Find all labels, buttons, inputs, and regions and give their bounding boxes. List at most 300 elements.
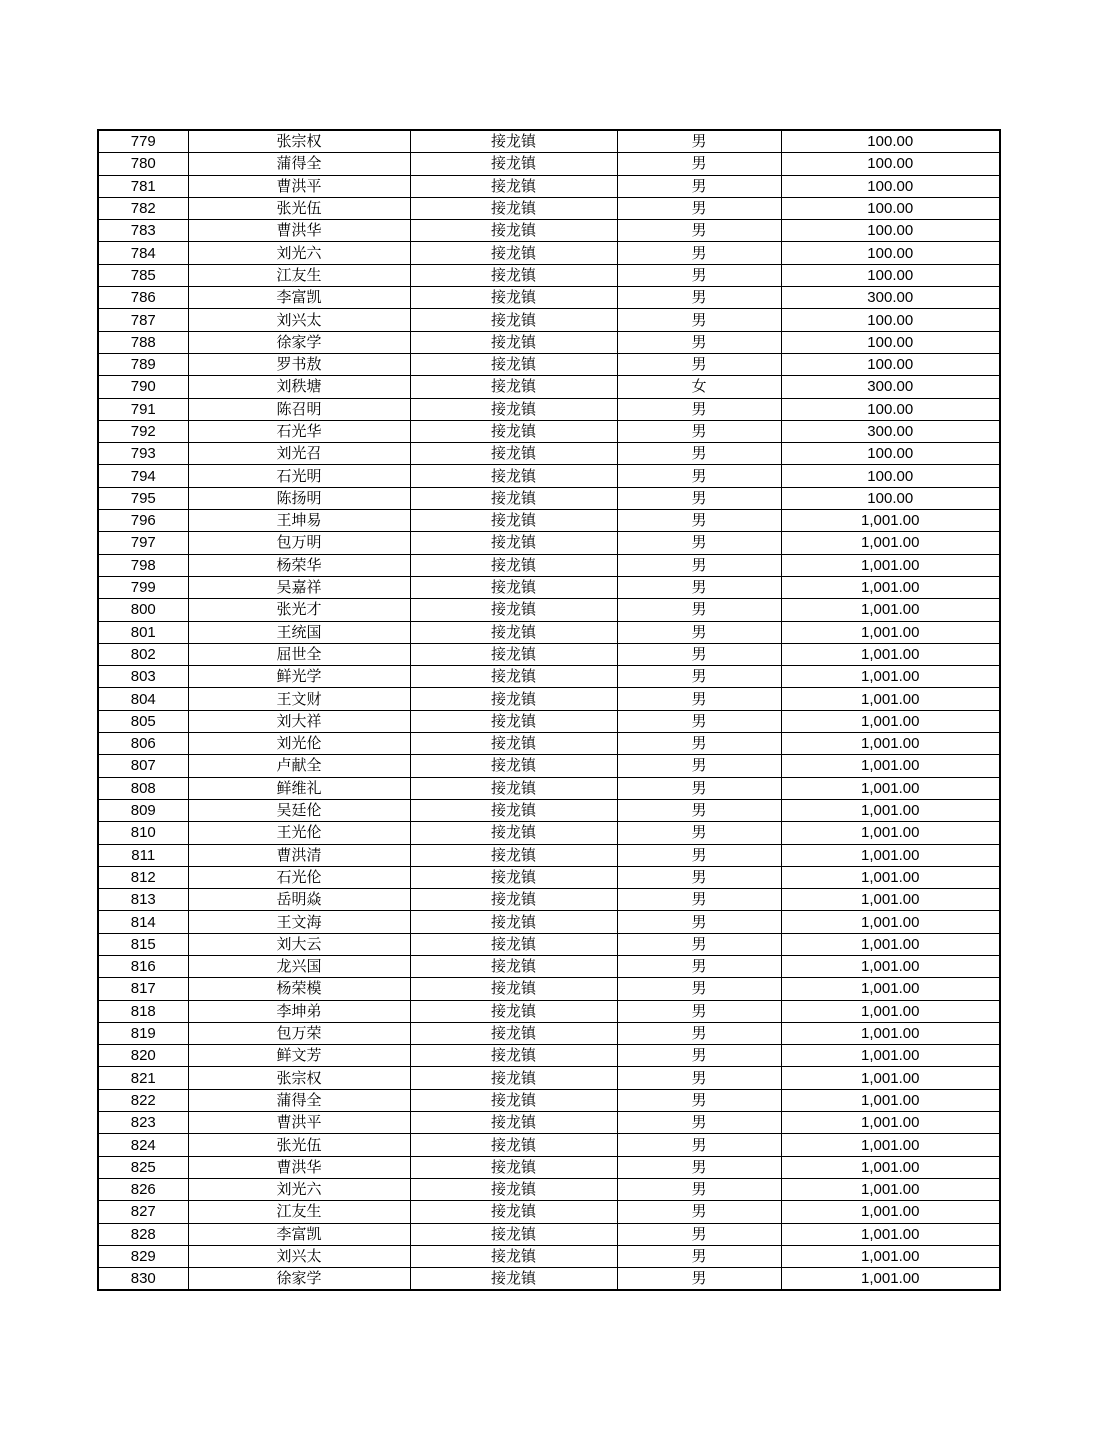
row-number-cell: 805 bbox=[98, 710, 188, 732]
town-cell: 接龙镇 bbox=[410, 844, 617, 866]
amount-cell: 1,001.00 bbox=[781, 866, 1000, 888]
name-cell: 曹洪平 bbox=[188, 1112, 410, 1134]
table-row bbox=[98, 1112, 1000, 1134]
name-cell: 刘光六 bbox=[188, 242, 410, 264]
name-cell: 张宗权 bbox=[188, 1067, 410, 1089]
name-cell: 王统国 bbox=[188, 621, 410, 643]
name-cell: 石光华 bbox=[188, 420, 410, 442]
name-cell: 杨荣华 bbox=[188, 554, 410, 576]
town-cell: 接龙镇 bbox=[410, 799, 617, 821]
row-number-cell: 819 bbox=[98, 1022, 188, 1044]
table-row bbox=[98, 733, 1000, 755]
town-cell: 接龙镇 bbox=[410, 1067, 617, 1089]
amount-cell: 100.00 bbox=[781, 331, 1000, 353]
row-number-cell: 802 bbox=[98, 643, 188, 665]
name-cell: 刘光六 bbox=[188, 1178, 410, 1200]
table-row bbox=[98, 710, 1000, 732]
document-sheet bbox=[97, 129, 999, 1291]
row-number-cell: 797 bbox=[98, 532, 188, 554]
table-row bbox=[98, 1067, 1000, 1089]
subsidy-table bbox=[97, 129, 1001, 1291]
amount-cell: 100.00 bbox=[781, 197, 1000, 219]
town-cell: 接龙镇 bbox=[410, 554, 617, 576]
gender-cell: 男 bbox=[617, 777, 781, 799]
gender-cell: 男 bbox=[617, 287, 781, 309]
amount-cell: 1,001.00 bbox=[781, 777, 1000, 799]
amount-cell: 1,001.00 bbox=[781, 911, 1000, 933]
table-row bbox=[98, 1022, 1000, 1044]
name-cell: 张光伍 bbox=[188, 1134, 410, 1156]
town-cell: 接龙镇 bbox=[410, 443, 617, 465]
amount-cell: 1,001.00 bbox=[781, 710, 1000, 732]
table-row bbox=[98, 933, 1000, 955]
table-row bbox=[98, 197, 1000, 219]
row-number-cell: 799 bbox=[98, 576, 188, 598]
amount-cell: 1,001.00 bbox=[781, 1156, 1000, 1178]
row-number-cell: 829 bbox=[98, 1245, 188, 1267]
town-cell: 接龙镇 bbox=[410, 153, 617, 175]
amount-cell: 100.00 bbox=[781, 309, 1000, 331]
amount-cell: 1,001.00 bbox=[781, 1112, 1000, 1134]
town-cell: 接龙镇 bbox=[410, 1223, 617, 1245]
town-cell: 接龙镇 bbox=[410, 532, 617, 554]
table-row bbox=[98, 532, 1000, 554]
name-cell: 岳明焱 bbox=[188, 889, 410, 911]
name-cell: 鲜文芳 bbox=[188, 1045, 410, 1067]
town-cell: 接龙镇 bbox=[410, 242, 617, 264]
name-cell: 曹洪平 bbox=[188, 175, 410, 197]
town-cell: 接龙镇 bbox=[410, 487, 617, 509]
name-cell: 刘兴太 bbox=[188, 1245, 410, 1267]
amount-cell: 100.00 bbox=[781, 465, 1000, 487]
gender-cell: 男 bbox=[617, 443, 781, 465]
town-cell: 接龙镇 bbox=[410, 309, 617, 331]
gender-cell: 男 bbox=[617, 331, 781, 353]
name-cell: 王坤易 bbox=[188, 510, 410, 532]
row-number-cell: 811 bbox=[98, 844, 188, 866]
gender-cell: 男 bbox=[617, 710, 781, 732]
row-number-cell: 795 bbox=[98, 487, 188, 509]
row-number-cell: 781 bbox=[98, 175, 188, 197]
name-cell: 王光伦 bbox=[188, 822, 410, 844]
row-number-cell: 807 bbox=[98, 755, 188, 777]
table-row bbox=[98, 1000, 1000, 1022]
gender-cell: 男 bbox=[617, 1045, 781, 1067]
amount-cell: 1,001.00 bbox=[781, 955, 1000, 977]
table-row bbox=[98, 755, 1000, 777]
name-cell: 卢献全 bbox=[188, 755, 410, 777]
amount-cell: 1,001.00 bbox=[781, 532, 1000, 554]
gender-cell: 男 bbox=[617, 1089, 781, 1111]
amount-cell: 1,001.00 bbox=[781, 889, 1000, 911]
gender-cell: 男 bbox=[617, 242, 781, 264]
amount-cell: 1,001.00 bbox=[781, 621, 1000, 643]
town-cell: 接龙镇 bbox=[410, 287, 617, 309]
amount-cell: 1,001.00 bbox=[781, 510, 1000, 532]
table-row bbox=[98, 688, 1000, 710]
table-row bbox=[98, 599, 1000, 621]
gender-cell: 男 bbox=[617, 153, 781, 175]
row-number-cell: 813 bbox=[98, 889, 188, 911]
town-cell: 接龙镇 bbox=[410, 1045, 617, 1067]
table-row bbox=[98, 242, 1000, 264]
town-cell: 接龙镇 bbox=[410, 666, 617, 688]
name-cell: 吴嘉祥 bbox=[188, 576, 410, 598]
table-row bbox=[98, 844, 1000, 866]
row-number-cell: 816 bbox=[98, 955, 188, 977]
table-row bbox=[98, 866, 1000, 888]
gender-cell: 男 bbox=[617, 1178, 781, 1200]
name-cell: 包万荣 bbox=[188, 1022, 410, 1044]
town-cell: 接龙镇 bbox=[410, 1089, 617, 1111]
town-cell: 接龙镇 bbox=[410, 911, 617, 933]
town-cell: 接龙镇 bbox=[410, 733, 617, 755]
table-row bbox=[98, 822, 1000, 844]
table-row bbox=[98, 510, 1000, 532]
gender-cell: 男 bbox=[617, 576, 781, 598]
table-row bbox=[98, 666, 1000, 688]
gender-cell: 男 bbox=[617, 1067, 781, 1089]
name-cell: 曹洪华 bbox=[188, 1156, 410, 1178]
gender-cell: 男 bbox=[617, 844, 781, 866]
name-cell: 刘兴太 bbox=[188, 309, 410, 331]
amount-cell: 100.00 bbox=[781, 130, 1000, 153]
gender-cell: 男 bbox=[617, 733, 781, 755]
row-number-cell: 806 bbox=[98, 733, 188, 755]
gender-cell: 男 bbox=[617, 866, 781, 888]
amount-cell: 100.00 bbox=[781, 443, 1000, 465]
gender-cell: 男 bbox=[617, 822, 781, 844]
name-cell: 刘光召 bbox=[188, 443, 410, 465]
town-cell: 接龙镇 bbox=[410, 1178, 617, 1200]
town-cell: 接龙镇 bbox=[410, 755, 617, 777]
gender-cell: 男 bbox=[617, 197, 781, 219]
row-number-cell: 782 bbox=[98, 197, 188, 219]
name-cell: 刘秩塘 bbox=[188, 376, 410, 398]
amount-cell: 100.00 bbox=[781, 242, 1000, 264]
town-cell: 接龙镇 bbox=[410, 510, 617, 532]
amount-cell: 100.00 bbox=[781, 153, 1000, 175]
town-cell: 接龙镇 bbox=[410, 1268, 617, 1291]
town-cell: 接龙镇 bbox=[410, 420, 617, 442]
town-cell: 接龙镇 bbox=[410, 777, 617, 799]
row-number-cell: 820 bbox=[98, 1045, 188, 1067]
gender-cell: 男 bbox=[617, 1223, 781, 1245]
amount-cell: 1,001.00 bbox=[781, 688, 1000, 710]
table-row bbox=[98, 911, 1000, 933]
gender-cell: 男 bbox=[617, 911, 781, 933]
name-cell: 蒲得全 bbox=[188, 1089, 410, 1111]
name-cell: 鲜维礼 bbox=[188, 777, 410, 799]
town-cell: 接龙镇 bbox=[410, 643, 617, 665]
name-cell: 杨荣模 bbox=[188, 978, 410, 1000]
amount-cell: 1,001.00 bbox=[781, 978, 1000, 1000]
town-cell: 接龙镇 bbox=[410, 220, 617, 242]
town-cell: 接龙镇 bbox=[410, 353, 617, 375]
name-cell: 刘大祥 bbox=[188, 710, 410, 732]
table-row bbox=[98, 130, 1000, 153]
row-number-cell: 827 bbox=[98, 1201, 188, 1223]
table-row bbox=[98, 465, 1000, 487]
row-number-cell: 785 bbox=[98, 264, 188, 286]
table-row bbox=[98, 1201, 1000, 1223]
row-number-cell: 814 bbox=[98, 911, 188, 933]
amount-cell: 100.00 bbox=[781, 175, 1000, 197]
table-body bbox=[98, 130, 1000, 1290]
amount-cell: 1,001.00 bbox=[781, 799, 1000, 821]
gender-cell: 男 bbox=[617, 353, 781, 375]
gender-cell: 男 bbox=[617, 933, 781, 955]
name-cell: 李富凯 bbox=[188, 1223, 410, 1245]
amount-cell: 100.00 bbox=[781, 398, 1000, 420]
name-cell: 江友生 bbox=[188, 264, 410, 286]
amount-cell: 100.00 bbox=[781, 220, 1000, 242]
amount-cell: 1,001.00 bbox=[781, 576, 1000, 598]
gender-cell: 男 bbox=[617, 889, 781, 911]
table-row bbox=[98, 1223, 1000, 1245]
amount-cell: 100.00 bbox=[781, 264, 1000, 286]
amount-cell: 1,001.00 bbox=[781, 1134, 1000, 1156]
row-number-cell: 786 bbox=[98, 287, 188, 309]
row-number-cell: 817 bbox=[98, 978, 188, 1000]
row-number-cell: 818 bbox=[98, 1000, 188, 1022]
name-cell: 张宗权 bbox=[188, 130, 410, 153]
table-row bbox=[98, 175, 1000, 197]
name-cell: 石光明 bbox=[188, 465, 410, 487]
amount-cell: 1,001.00 bbox=[781, 844, 1000, 866]
town-cell: 接龙镇 bbox=[410, 576, 617, 598]
amount-cell: 1,001.00 bbox=[781, 643, 1000, 665]
amount-cell: 1,001.00 bbox=[781, 1245, 1000, 1267]
gender-cell: 男 bbox=[617, 688, 781, 710]
name-cell: 龙兴国 bbox=[188, 955, 410, 977]
name-cell: 徐家学 bbox=[188, 331, 410, 353]
town-cell: 接龙镇 bbox=[410, 398, 617, 420]
gender-cell: 男 bbox=[617, 1000, 781, 1022]
row-number-cell: 780 bbox=[98, 153, 188, 175]
town-cell: 接龙镇 bbox=[410, 331, 617, 353]
table-row bbox=[98, 978, 1000, 1000]
row-number-cell: 825 bbox=[98, 1156, 188, 1178]
gender-cell: 女 bbox=[617, 376, 781, 398]
gender-cell: 男 bbox=[617, 1156, 781, 1178]
gender-cell: 男 bbox=[617, 130, 781, 153]
name-cell: 罗书敖 bbox=[188, 353, 410, 375]
amount-cell: 1,001.00 bbox=[781, 1089, 1000, 1111]
amount-cell: 1,001.00 bbox=[781, 1178, 1000, 1200]
amount-cell: 1,001.00 bbox=[781, 1201, 1000, 1223]
amount-cell: 1,001.00 bbox=[781, 822, 1000, 844]
row-number-cell: 784 bbox=[98, 242, 188, 264]
table-row bbox=[98, 1268, 1000, 1291]
table-row bbox=[98, 398, 1000, 420]
row-number-cell: 801 bbox=[98, 621, 188, 643]
gender-cell: 男 bbox=[617, 398, 781, 420]
town-cell: 接龙镇 bbox=[410, 465, 617, 487]
amount-cell: 1,001.00 bbox=[781, 1000, 1000, 1022]
town-cell: 接龙镇 bbox=[410, 1022, 617, 1044]
name-cell: 吴廷伦 bbox=[188, 799, 410, 821]
town-cell: 接龙镇 bbox=[410, 376, 617, 398]
row-number-cell: 828 bbox=[98, 1223, 188, 1245]
table-row bbox=[98, 420, 1000, 442]
table-row bbox=[98, 576, 1000, 598]
amount-cell: 1,001.00 bbox=[781, 933, 1000, 955]
name-cell: 李坤弟 bbox=[188, 1000, 410, 1022]
table-row bbox=[98, 309, 1000, 331]
row-number-cell: 800 bbox=[98, 599, 188, 621]
town-cell: 接龙镇 bbox=[410, 197, 617, 219]
gender-cell: 男 bbox=[617, 978, 781, 1000]
town-cell: 接龙镇 bbox=[410, 955, 617, 977]
row-number-cell: 810 bbox=[98, 822, 188, 844]
table-row bbox=[98, 621, 1000, 643]
gender-cell: 男 bbox=[617, 1134, 781, 1156]
town-cell: 接龙镇 bbox=[410, 1000, 617, 1022]
name-cell: 李富凯 bbox=[188, 287, 410, 309]
gender-cell: 男 bbox=[617, 755, 781, 777]
name-cell: 曹洪华 bbox=[188, 220, 410, 242]
name-cell: 张光伍 bbox=[188, 197, 410, 219]
row-number-cell: 790 bbox=[98, 376, 188, 398]
gender-cell: 男 bbox=[617, 465, 781, 487]
gender-cell: 男 bbox=[617, 554, 781, 576]
table-row bbox=[98, 220, 1000, 242]
amount-cell: 1,001.00 bbox=[781, 733, 1000, 755]
amount-cell: 1,001.00 bbox=[781, 599, 1000, 621]
gender-cell: 男 bbox=[617, 599, 781, 621]
town-cell: 接龙镇 bbox=[410, 822, 617, 844]
gender-cell: 男 bbox=[617, 1022, 781, 1044]
name-cell: 鲜光学 bbox=[188, 666, 410, 688]
table-row bbox=[98, 443, 1000, 465]
table-row bbox=[98, 777, 1000, 799]
amount-cell: 300.00 bbox=[781, 376, 1000, 398]
table-row bbox=[98, 554, 1000, 576]
row-number-cell: 788 bbox=[98, 331, 188, 353]
town-cell: 接龙镇 bbox=[410, 978, 617, 1000]
row-number-cell: 822 bbox=[98, 1089, 188, 1111]
amount-cell: 300.00 bbox=[781, 420, 1000, 442]
name-cell: 徐家学 bbox=[188, 1268, 410, 1291]
table-row bbox=[98, 264, 1000, 286]
town-cell: 接龙镇 bbox=[410, 621, 617, 643]
amount-cell: 300.00 bbox=[781, 287, 1000, 309]
gender-cell: 男 bbox=[617, 1201, 781, 1223]
town-cell: 接龙镇 bbox=[410, 175, 617, 197]
name-cell: 陈召明 bbox=[188, 398, 410, 420]
gender-cell: 男 bbox=[617, 175, 781, 197]
name-cell: 屈世全 bbox=[188, 643, 410, 665]
row-number-cell: 809 bbox=[98, 799, 188, 821]
table-row bbox=[98, 1134, 1000, 1156]
row-number-cell: 804 bbox=[98, 688, 188, 710]
table-row bbox=[98, 331, 1000, 353]
row-number-cell: 808 bbox=[98, 777, 188, 799]
row-number-cell: 787 bbox=[98, 309, 188, 331]
name-cell: 石光伦 bbox=[188, 866, 410, 888]
table-row bbox=[98, 153, 1000, 175]
amount-cell: 1,001.00 bbox=[781, 1067, 1000, 1089]
gender-cell: 男 bbox=[617, 621, 781, 643]
town-cell: 接龙镇 bbox=[410, 889, 617, 911]
town-cell: 接龙镇 bbox=[410, 1156, 617, 1178]
amount-cell: 1,001.00 bbox=[781, 1022, 1000, 1044]
gender-cell: 男 bbox=[617, 220, 781, 242]
amount-cell: 1,001.00 bbox=[781, 1223, 1000, 1245]
table-row bbox=[98, 353, 1000, 375]
gender-cell: 男 bbox=[617, 487, 781, 509]
row-number-cell: 793 bbox=[98, 443, 188, 465]
table-row bbox=[98, 889, 1000, 911]
row-number-cell: 796 bbox=[98, 510, 188, 532]
amount-cell: 1,001.00 bbox=[781, 666, 1000, 688]
row-number-cell: 783 bbox=[98, 220, 188, 242]
gender-cell: 男 bbox=[617, 799, 781, 821]
row-number-cell: 794 bbox=[98, 465, 188, 487]
town-cell: 接龙镇 bbox=[410, 933, 617, 955]
table-row bbox=[98, 955, 1000, 977]
town-cell: 接龙镇 bbox=[410, 130, 617, 153]
name-cell: 陈扬明 bbox=[188, 487, 410, 509]
table-row bbox=[98, 799, 1000, 821]
name-cell: 蒲得全 bbox=[188, 153, 410, 175]
row-number-cell: 826 bbox=[98, 1178, 188, 1200]
row-number-cell: 812 bbox=[98, 866, 188, 888]
table-row bbox=[98, 1245, 1000, 1267]
table-row bbox=[98, 376, 1000, 398]
table-row bbox=[98, 1089, 1000, 1111]
name-cell: 江友生 bbox=[188, 1201, 410, 1223]
name-cell: 包万明 bbox=[188, 532, 410, 554]
amount-cell: 1,001.00 bbox=[781, 755, 1000, 777]
amount-cell: 100.00 bbox=[781, 487, 1000, 509]
row-number-cell: 791 bbox=[98, 398, 188, 420]
gender-cell: 男 bbox=[617, 420, 781, 442]
row-number-cell: 798 bbox=[98, 554, 188, 576]
table-row bbox=[98, 643, 1000, 665]
row-number-cell: 815 bbox=[98, 933, 188, 955]
table-row bbox=[98, 1045, 1000, 1067]
town-cell: 接龙镇 bbox=[410, 264, 617, 286]
town-cell: 接龙镇 bbox=[410, 1201, 617, 1223]
table-row bbox=[98, 287, 1000, 309]
town-cell: 接龙镇 bbox=[410, 866, 617, 888]
name-cell: 曹洪清 bbox=[188, 844, 410, 866]
row-number-cell: 824 bbox=[98, 1134, 188, 1156]
table-row bbox=[98, 1156, 1000, 1178]
amount-cell: 1,001.00 bbox=[781, 1268, 1000, 1291]
gender-cell: 男 bbox=[617, 1245, 781, 1267]
gender-cell: 男 bbox=[617, 643, 781, 665]
town-cell: 接龙镇 bbox=[410, 710, 617, 732]
gender-cell: 男 bbox=[617, 532, 781, 554]
name-cell: 刘光伦 bbox=[188, 733, 410, 755]
row-number-cell: 779 bbox=[98, 130, 188, 153]
row-number-cell: 789 bbox=[98, 353, 188, 375]
amount-cell: 1,001.00 bbox=[781, 1045, 1000, 1067]
name-cell: 王文海 bbox=[188, 911, 410, 933]
town-cell: 接龙镇 bbox=[410, 1112, 617, 1134]
gender-cell: 男 bbox=[617, 1112, 781, 1134]
town-cell: 接龙镇 bbox=[410, 1245, 617, 1267]
name-cell: 张光才 bbox=[188, 599, 410, 621]
gender-cell: 男 bbox=[617, 309, 781, 331]
name-cell: 刘大云 bbox=[188, 933, 410, 955]
table-row bbox=[98, 1178, 1000, 1200]
amount-cell: 100.00 bbox=[781, 353, 1000, 375]
amount-cell: 1,001.00 bbox=[781, 554, 1000, 576]
